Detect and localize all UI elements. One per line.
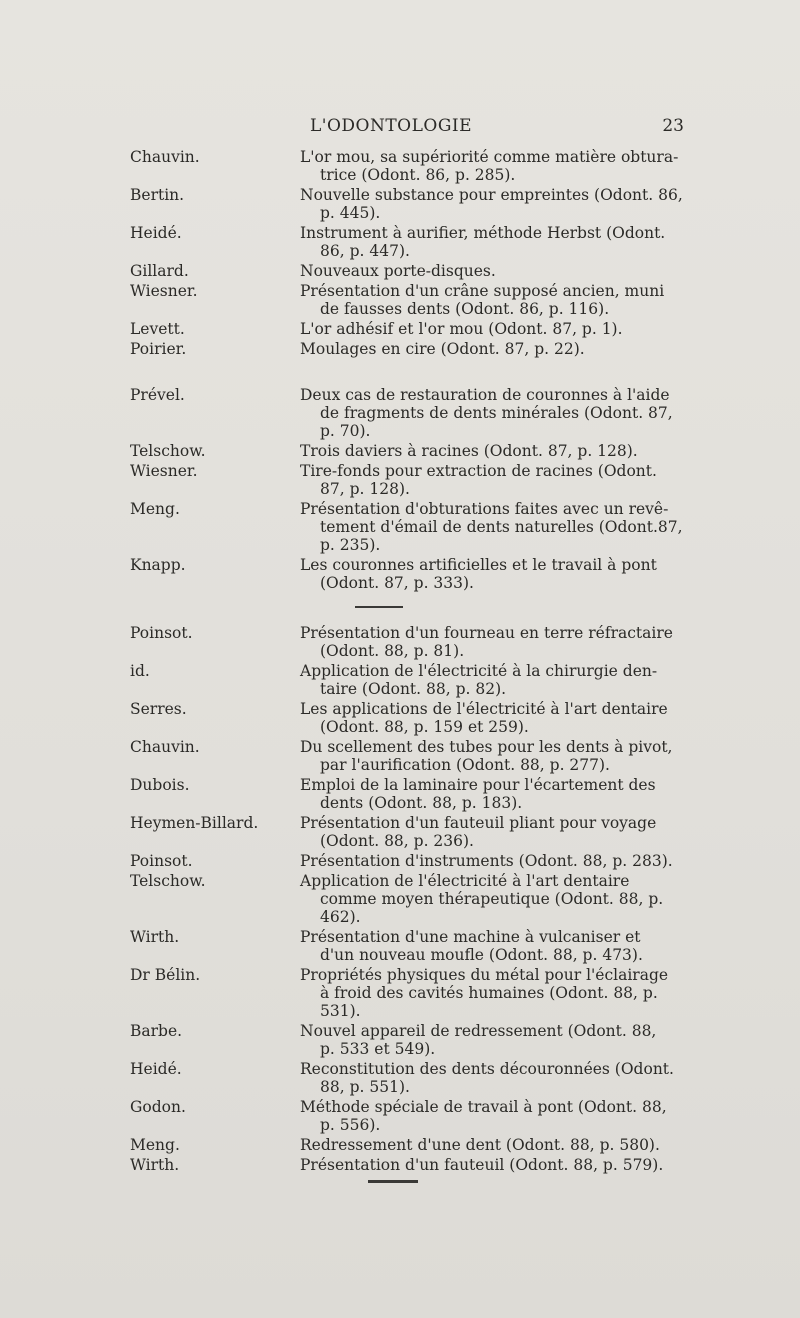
entry-line: Application de l'électricité à l'art dentaire bbox=[300, 872, 630, 890]
entry-text bbox=[300, 340, 692, 358]
entry-author: Poinsot. bbox=[130, 624, 193, 642]
entry-row bbox=[0, 928, 800, 964]
entry-author: Poirier. bbox=[130, 340, 187, 358]
entry-author: Chauvin. bbox=[130, 738, 200, 756]
entry-author: Wirth. bbox=[130, 1156, 180, 1174]
entry-row bbox=[0, 186, 800, 222]
entry-text bbox=[300, 852, 692, 870]
entry-author: Telschow. bbox=[130, 872, 206, 890]
entry-line: dents (Odont. 88, p. 183). bbox=[320, 794, 523, 812]
entry-line: Application de l'électricité à la chirurgie den- bbox=[300, 662, 658, 680]
entry-text bbox=[300, 738, 692, 774]
entry-row bbox=[0, 776, 800, 812]
entry-author: Dubois. bbox=[130, 776, 190, 794]
entry-line: Présentation d'instruments (Odont. 88, p. 283). bbox=[300, 852, 673, 870]
entry-text bbox=[300, 1136, 692, 1154]
entry-author: Knapp. bbox=[130, 556, 186, 574]
entry-line: (Odont. 88, p. 81). bbox=[320, 642, 465, 660]
entry-line: Reconstitution des dents découronnées (Odont. bbox=[300, 1060, 674, 1078]
entry-text bbox=[300, 814, 692, 850]
entry-line: Nouveaux porte-disques. bbox=[300, 262, 496, 280]
entry-text bbox=[300, 148, 692, 184]
entry-author: Meng. bbox=[130, 1136, 180, 1154]
entry-row bbox=[0, 814, 800, 850]
entry-row bbox=[0, 462, 800, 498]
entry-text bbox=[300, 186, 692, 222]
entry-author: Poinsot. bbox=[130, 852, 193, 870]
entry-line: 86, p. 447). bbox=[320, 242, 410, 260]
entry-row bbox=[0, 1098, 800, 1134]
entry-text bbox=[300, 966, 692, 1020]
entry-text bbox=[300, 1022, 692, 1058]
entry-text bbox=[300, 442, 692, 460]
entry-row bbox=[0, 1022, 800, 1058]
entry-line: Présentation d'un fauteuil pliant pour voyage bbox=[300, 814, 657, 832]
entry-line: 87, p. 128). bbox=[320, 480, 410, 498]
entry-author: Heymen-Billard. bbox=[130, 814, 259, 832]
entry-text bbox=[300, 282, 692, 318]
entry-line: p. 556). bbox=[320, 1116, 381, 1134]
entry-line: Les applications de l'électricité à l'art dentaire bbox=[300, 700, 668, 718]
entry-row bbox=[0, 340, 800, 358]
entry-author: Heidé. bbox=[130, 1060, 182, 1078]
entry-text bbox=[300, 872, 692, 926]
entry-author: Wiesner. bbox=[130, 282, 198, 300]
entry-line: L'or mou, sa supériorité comme matière obtura- bbox=[300, 148, 679, 166]
entry-text bbox=[300, 556, 692, 592]
entry-line: Moulages en cire (Odont. 87, p. 22). bbox=[300, 340, 585, 358]
entry-row bbox=[0, 872, 800, 926]
entry-text bbox=[300, 462, 692, 498]
entry-line: comme moyen thérapeutique (Odont. 88, p. bbox=[320, 890, 664, 908]
entry-text bbox=[300, 1098, 692, 1134]
entry-line: 88, p. 551). bbox=[320, 1078, 410, 1096]
entry-text bbox=[300, 320, 692, 338]
entry-author: Meng. bbox=[130, 500, 180, 518]
entry-author: id. bbox=[130, 662, 150, 680]
entry-line: de fragments de dents minérales (Odont. 87, bbox=[320, 404, 673, 422]
entry-row bbox=[0, 1136, 800, 1154]
entry-line: p. 445). bbox=[320, 204, 381, 222]
end-rule bbox=[368, 1180, 418, 1183]
entry-author: Chauvin. bbox=[130, 148, 200, 166]
entry-row bbox=[0, 1060, 800, 1096]
entry-text bbox=[300, 776, 692, 812]
entry-row bbox=[0, 1156, 800, 1174]
entry-author: Barbe. bbox=[130, 1022, 183, 1040]
entry-line: tement d'émail de dents naturelles (Odont.87, bbox=[320, 518, 683, 536]
entry-author: Dr Bélin. bbox=[130, 966, 201, 984]
entry-line: Les couronnes artificielles et le travail à pont bbox=[300, 556, 657, 574]
entry-line: par l'aurification (Odont. 88, p. 277). bbox=[320, 756, 610, 774]
entry-line: Nouvel appareil de redressement (Odont. 88, bbox=[300, 1022, 657, 1040]
entry-author: Wiesner. bbox=[130, 462, 198, 480]
entry-line: d'un nouveau moufle (Odont. 88, p. 473). bbox=[320, 946, 643, 964]
section-rule bbox=[355, 606, 403, 608]
entry-row bbox=[0, 556, 800, 592]
entry-text bbox=[300, 262, 692, 280]
entry-line: L'or adhésif et l'or mou (Odont. 87, p. 1). bbox=[300, 320, 623, 338]
entry-line: Trois daviers à racines (Odont. 87, p. 128). bbox=[300, 442, 638, 460]
entry-row bbox=[0, 320, 800, 338]
section-gap bbox=[0, 360, 800, 386]
entry-line: (Odont. 88, p. 236). bbox=[320, 832, 474, 850]
entry-line: (Odont. 88, p. 159 et 259). bbox=[320, 718, 529, 736]
entry-row bbox=[0, 700, 800, 736]
entry-line: Présentation d'obturations faites avec un revê- bbox=[300, 500, 669, 518]
entry-row bbox=[0, 662, 800, 698]
entry-row bbox=[0, 442, 800, 460]
entry-author: Telschow. bbox=[130, 442, 206, 460]
entry-line: p. 533 et 549). bbox=[320, 1040, 436, 1058]
entry-row bbox=[0, 262, 800, 280]
entry-row bbox=[0, 624, 800, 660]
entry-list bbox=[0, 148, 800, 1199]
entry-line: Présentation d'une machine à vulcaniser et bbox=[300, 928, 641, 946]
entry-line: p. 70). bbox=[320, 422, 371, 440]
entry-author: Prével. bbox=[130, 386, 185, 404]
entry-author: Heidé. bbox=[130, 224, 182, 242]
entry-text bbox=[300, 1060, 692, 1096]
entry-line: à froid des cavités humaines (Odont. 88, p. bbox=[320, 984, 658, 1002]
entry-row bbox=[0, 148, 800, 184]
entry-line: 531). bbox=[320, 1002, 361, 1020]
entry-text bbox=[300, 928, 692, 964]
entry-author: Levett. bbox=[130, 320, 185, 338]
entry-line: Nouvelle substance pour empreintes (Odont. 86, bbox=[300, 186, 683, 204]
entry-text bbox=[300, 624, 692, 660]
entry-text bbox=[300, 662, 692, 698]
entry-line: de fausses dents (Odont. 86, p. 116). bbox=[320, 300, 610, 318]
entry-author: Gillard. bbox=[130, 262, 189, 280]
entry-row bbox=[0, 738, 800, 774]
entry-line: taire (Odont. 88, p. 82). bbox=[320, 680, 507, 698]
running-title: L'ODONTOLOGIE bbox=[310, 116, 473, 136]
page-number: 23 bbox=[662, 116, 684, 136]
entry-line: (Odont. 87, p. 333). bbox=[320, 574, 474, 592]
entry-row bbox=[0, 386, 800, 440]
entry-text bbox=[300, 224, 692, 260]
entry-line: Méthode spéciale de travail à pont (Odont. 88, bbox=[300, 1098, 667, 1116]
entry-line: Du scellement des tubes pour les dents à pivot, bbox=[300, 738, 673, 756]
entry-line: Redressement d'une dent (Odont. 88, p. 580). bbox=[300, 1136, 660, 1154]
entry-line: Propriétés physiques du métal pour l'éclairage bbox=[300, 966, 669, 984]
entry-line: p. 235). bbox=[320, 536, 381, 554]
entry-text bbox=[300, 700, 692, 736]
entry-line: trice (Odont. 86, p. 285). bbox=[320, 166, 516, 184]
entry-line: 462). bbox=[320, 908, 361, 926]
entry-line: Présentation d'un fourneau en terre réfractaire bbox=[300, 624, 673, 642]
entry-row bbox=[0, 500, 800, 554]
entry-line: Tire-fonds pour extraction de racines (Odont. bbox=[300, 462, 657, 480]
entry-row bbox=[0, 852, 800, 870]
entry-author: Serres. bbox=[130, 700, 187, 718]
entry-author: Godon. bbox=[130, 1098, 186, 1116]
entry-text bbox=[300, 500, 692, 554]
page-header bbox=[130, 116, 690, 140]
entry-row bbox=[0, 966, 800, 1020]
entry-text bbox=[300, 386, 692, 440]
entry-line: Présentation d'un crâne supposé ancien, muni bbox=[300, 282, 665, 300]
entry-line: Emploi de la laminaire pour l'écartement des bbox=[300, 776, 656, 794]
entry-row bbox=[0, 282, 800, 318]
entry-text bbox=[300, 1156, 692, 1174]
entry-author: Wirth. bbox=[130, 928, 180, 946]
entry-line: Instrument à aurifier, méthode Herbst (Odont. bbox=[300, 224, 666, 242]
entry-author: Bertin. bbox=[130, 186, 185, 204]
entry-line: Présentation d'un fauteuil (Odont. 88, p. 579). bbox=[300, 1156, 664, 1174]
entry-row bbox=[0, 224, 800, 260]
entry-line: Deux cas de restauration de couronnes à l'aide bbox=[300, 386, 670, 404]
